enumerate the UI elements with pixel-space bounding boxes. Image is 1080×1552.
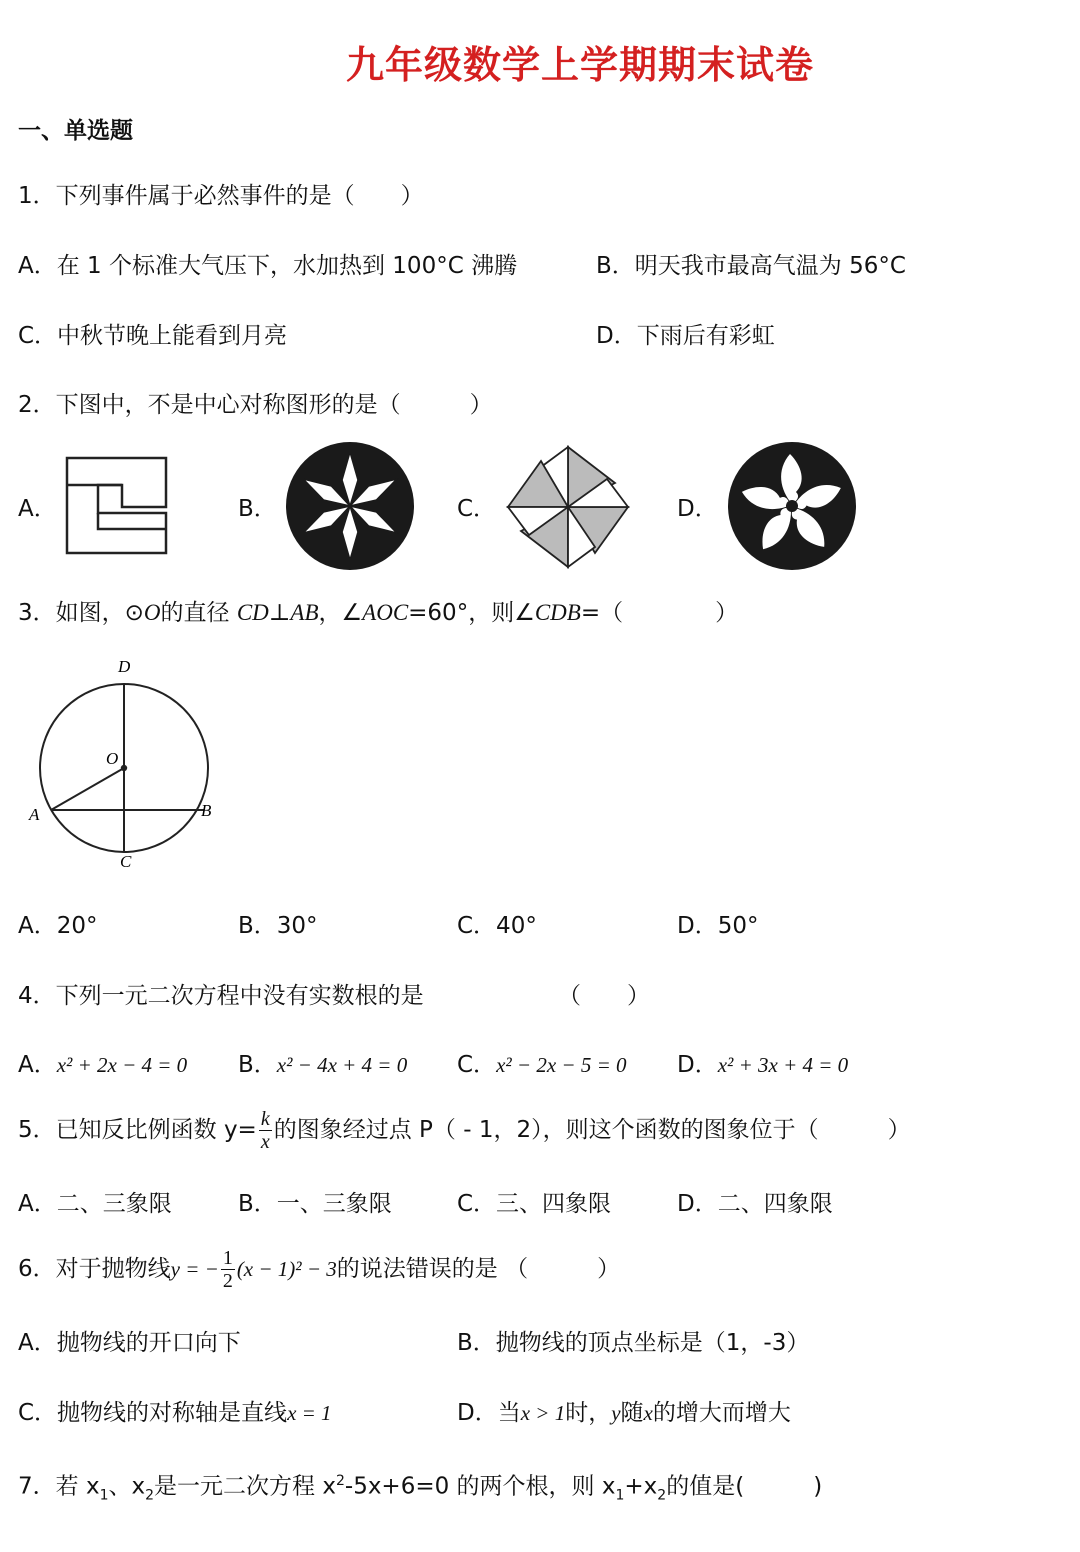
q5-option-a: A．二、三象限 (18, 1191, 172, 1217)
q4-paren: （ ） (558, 983, 650, 1009)
q7-sub-2: 2 (145, 1487, 155, 1504)
q6-option-c-text: C．抛物线的对称轴是直线 (18, 1400, 288, 1426)
q2-option-b-label: B． (238, 496, 277, 522)
q6-option-d-y: y (611, 1401, 621, 1425)
q4-option-a-eq: x² + 2x − 4 = 0 (56, 1053, 188, 1077)
q2-figure-a-stepped-shape (62, 455, 174, 559)
q6-option-d-prefix: D．当 (457, 1400, 521, 1426)
q4-option-b-eq: x² − 4x + 4 = 0 (276, 1053, 408, 1077)
q3-label-b: B (201, 801, 212, 820)
q2-stem: 2．下图中，不是中心对称图形的是（ ） (18, 392, 493, 418)
q4-option-c (457, 1050, 627, 1080)
q5-stem-prefix: 5．已知反比例函数 y= (18, 1117, 257, 1143)
q5-option-b: B．一、三象限 (238, 1191, 392, 1217)
q1-stem: 1．下列事件属于必然事件的是（ ） (18, 183, 424, 209)
q4-option-c-label: C． (457, 1052, 497, 1078)
q4-option-b-label: B． (238, 1052, 277, 1078)
q6-option-d-mid2: 随 (620, 1400, 644, 1426)
q7-part-5: +x (624, 1473, 658, 1500)
q6-option-d-mid: 时， (565, 1400, 612, 1426)
q2-option-d-label: D． (677, 496, 718, 522)
q7-part-1: 7．若 x (18, 1473, 100, 1500)
q1-option-c: C．中秋节晚上能看到月亮 (18, 323, 288, 349)
q6-option-d-x: x (643, 1401, 653, 1425)
q2-figure-c-pinwheel (505, 445, 631, 569)
q4-option-d (677, 1050, 848, 1080)
q3-stem-aoc: AOC (362, 600, 409, 625)
q3-label-o: O (106, 749, 119, 768)
q4-option-a (18, 1050, 187, 1080)
q6-option-d (457, 1398, 791, 1428)
q7-sub-4: 2 (657, 1487, 667, 1504)
q1-option-a: A．在 1 个标准大气压下，水加热到 100°C 沸腾 (18, 253, 518, 279)
q6-option-d-eq: x > 1 (520, 1401, 566, 1425)
q4-option-c-eq: x² − 2x − 5 = 0 (496, 1053, 627, 1077)
q6-eq-left: y = − (170, 1257, 219, 1281)
q3-stem (18, 598, 738, 628)
q6-frac-den: 2 (222, 1270, 233, 1292)
q4-stem: 4．下列一元二次方程中没有实数根的是 (18, 983, 424, 1009)
q3-label-a: A (29, 805, 40, 824)
q4-option-d-eq: x² + 3x + 4 = 0 (717, 1053, 849, 1077)
q3-option-b: B．30° (238, 913, 318, 939)
q6-frac-num: 1 (222, 1247, 233, 1269)
q7-part-3: 是一元二次方程 x (154, 1473, 336, 1500)
q7-sup: 2 (335, 1473, 345, 1489)
q4-option-a-label: A． (18, 1052, 57, 1078)
q3-option-d: D．50° (677, 913, 759, 939)
q6-stem-suffix: 的说法错误的是 （ ） (336, 1256, 621, 1282)
q6-option-c (18, 1398, 332, 1428)
q6-eq-right: (x − 1)² − 3 (236, 1257, 337, 1281)
q5-frac-den: x (260, 1131, 270, 1153)
q4-option-b (238, 1050, 407, 1080)
q3-stem-mid: 的直径 (160, 600, 237, 626)
q2-option-a-label: A． (18, 496, 57, 522)
q3-label-c: C (120, 852, 132, 871)
q7-sub-1: 1 (99, 1487, 109, 1504)
q5-fraction (259, 1108, 272, 1153)
q5-option-d: D．二、四象限 (677, 1191, 833, 1217)
q5-stem (18, 1108, 911, 1153)
q6-stem (18, 1247, 620, 1292)
q3-stem-o: O (143, 600, 161, 625)
q3-stem-mid3: =60°，则∠ (408, 600, 535, 626)
q7-part-2: 、x (108, 1473, 146, 1500)
q3-stem-cd-ab: CD⊥AB (236, 600, 319, 625)
q3-option-c: C．40° (457, 913, 537, 939)
q3-stem-mid2: ，∠ (318, 600, 363, 626)
q7-part-4: -5x+6=0 的两个根，则 x (344, 1473, 616, 1500)
q6-option-a: A．抛物线的开口向下 (18, 1330, 241, 1356)
q2-figure-b-star-disc (284, 440, 416, 572)
q5-stem-suffix: 的图象经过点 P（ - 1，2），则这个函数的图象位于（ ） (273, 1117, 911, 1143)
q3-stem-end: =（ ） (580, 600, 739, 626)
q6-option-b: B．抛物线的顶点坐标是（1，-3） (457, 1330, 810, 1356)
q3-circle-diagram (22, 652, 222, 874)
q1-option-d: D．下雨后有彩虹 (596, 323, 775, 349)
q3-label-d: D (118, 657, 131, 676)
q7-stem (18, 1466, 822, 1510)
q2-figure-d-flower-disc (726, 440, 858, 572)
q7-part-6: 的值是( ) (666, 1473, 823, 1500)
q6-stem-prefix: 6．对于抛物线 (18, 1256, 171, 1282)
q3-stem-prefix: 3．如图，⊙ (18, 600, 144, 626)
page-title: 九年级数学上学期期末试卷 (345, 43, 814, 87)
q5-option-c: C．三、四象限 (457, 1191, 612, 1217)
q7-sub-3: 1 (615, 1487, 625, 1504)
q2-option-c-label: C． (457, 496, 497, 522)
q1-option-b: B．明天我市最高气温为 56°C (596, 253, 906, 279)
q6-option-d-end: 的增大而增大 (652, 1400, 791, 1426)
section-heading: 一、单选题 (18, 118, 133, 144)
q3-option-a: A．20° (18, 913, 98, 939)
q6-option-c-eq: x = 1 (287, 1401, 332, 1425)
q5-frac-num: k (260, 1108, 270, 1130)
q4-option-d-label: D． (677, 1052, 718, 1078)
q6-fraction (221, 1247, 235, 1292)
q3-stem-cdb: CDB (534, 600, 581, 625)
